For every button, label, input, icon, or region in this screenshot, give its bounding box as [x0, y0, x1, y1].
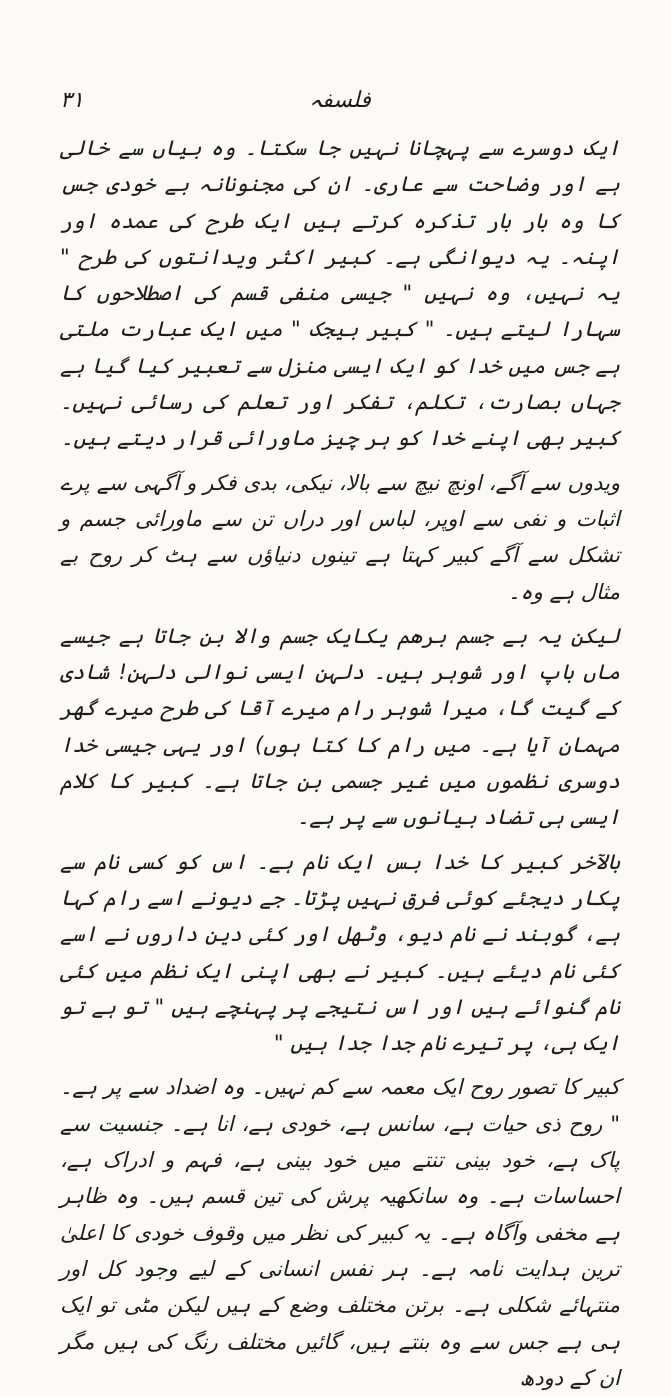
paragraph: بالآخر کبیر کا خدا بس ایک نام ہے۔ اس کو کسی نام سے پکار دیجئے کوئی فرق نہیں پڑتا۔ جے دیونے اسے رام کہا ہے، گوبند نے نام دیو، وٹھل اور کئی دین داروں نے اسے کئی نام دیئے ہیں۔ کبیر نے بھی اپنی ایک نظم میں کئی نام گنوائے ہیں اور اس نتیجے پر پہنچے ہیں " تو ہے تو ایک ہی، پر تیرے نام جدا جدا ہیں "	[60, 849, 620, 1056]
page-number: ۳۱	[60, 88, 84, 113]
paragraph: ایک دوسرے سے پہچانا نہیں جا سکتا۔ وہ بیاں سے خالی ہے اور وضاحت سے عاری۔ ان کی مجنونانہ بے خودی جس کا وہ بار بار تذکرہ کرتے ہیں ایک طرح کی عمدہ اور اپنہ۔ یہ دیوانگی ہے۔ کبیر اکثر ویدانتوں کی طرح " یہ نہیں، وہ نہیں " جیسی منفی قسم کی اصطلاحوں کا سہارا لیتے ہیں۔ " کبیر بیجک " میں ایک عبارت ملتی ہے جس میں خدا کو ایک ایسی منزل سے تعبیر کیا گیا ہے جہاں بصارت، تکلم، تفکر اور تعلم کی رسائی نہیں۔ کبیر بھی اپنے خدا کو ہر چیز ماورائی قرار دیتے ہیں۔	[60, 136, 620, 451]
paragraph: کبیر کا تصور روح ایک معمہ سے کم نہیں۔ وہ اضداد سے پر ہے۔ " روح ذی حیات ہے، سانس ہے، خودی ہے، انا ہے۔ جنسیت سے پاک ہے، خود بینی تنتے میں خود بینی ہے، فہم و ادراک ہے، احساسات ہے۔ وہ سانکھیہ پرش کی تین قسم ہیں۔ وہ ظاہر ہے مخفی وآگاہ ہے۔ یہ کبیر کی نظر میں وقوف خودی کا اعلیٰ ترین ہدایت نامہ ہے۔ ہر نفس انسانی کے لیے وجود کل اور منتہائے شکلی ہے۔ برتن مختلف وضع کے ہیں لیکن مٹی تو ایک ہی ہے جس سے وہ بنتے ہیں، گائیں مختلف رنگ کی ہیں مگر ان کے دودھ	[60, 1075, 620, 1390]
page-header	[0, 88, 671, 118]
paragraph: لیکن یہ بے جسم برھم یکایک جسم والا بن جاتا ہے جیسے ماں باپ اور شوہر ہیں۔ دلہن ایسی نوالی دلہن! شادی کے گیت گا، میرا شوہر رام میرے آقا کی طرح میرے گھر مہمان آیا ہے۔ میں رام کا کتا ہوں) اور یہی جیسی خدا دوسری نظموں میں غیر جسمی بن جاتا ہے۔ کبیر کا کلام ایسی ہی تضاد بیانوں سے پر ہے۔	[60, 623, 620, 830]
paragraph: ویدوں سے آگے، اونچ نیچ سے بالا، نیکی، بدی فکر و آگہی سے پرے اثبات و نفی سے اوپر، لباس اور دراں تن سے ماورائی جسم و تشکل سے آگے کبیر کہتا ہے تینوں دنیاؤں سے ہٹ کر روح بے مثال ہے وہ۔	[60, 470, 620, 604]
body-text	[60, 130, 620, 1396]
running-header-title: فلسفہ	[309, 88, 371, 113]
